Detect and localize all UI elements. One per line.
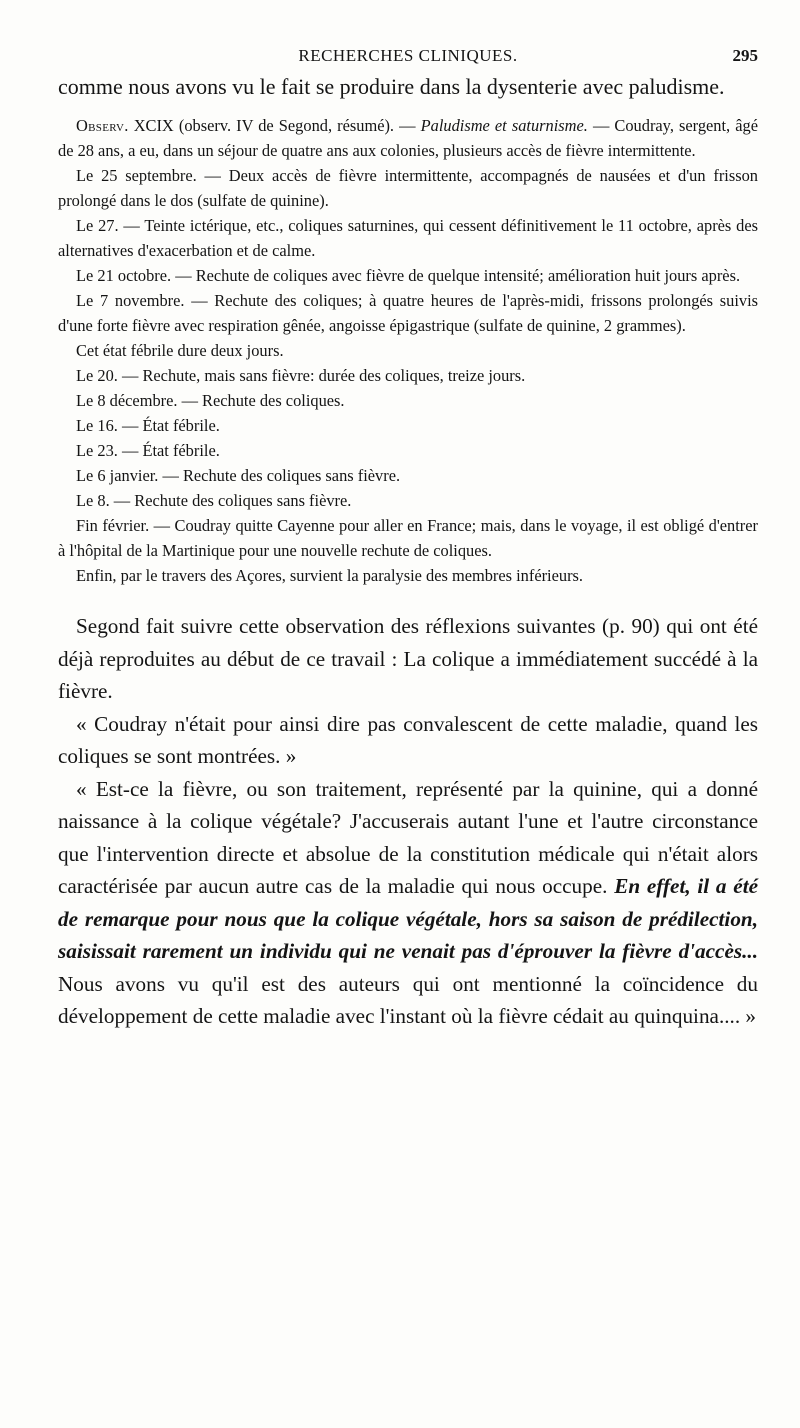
observation-body: — Coudray, sergent, âgé de 28 ans, a eu, dans un séjour de quatre ans aux colonies, plusieurs accès de fièvre intermittente. <box>58 116 758 160</box>
observation-entry: Le 16. — État fébrile. <box>76 416 220 435</box>
observation-entry: Le 25 septembre. — Deux accès de fièvre intermittente, accompagnés de nausées et d'un frisson prolongé dans le dos (sulfate de quinine). <box>58 166 758 210</box>
observation-entry: Le 21 octobre. — Rechute de coliques avec fièvre de quelque intensité; amélioration huit jours après. <box>76 266 741 285</box>
observation-entry: Enfin, par le travers des Açores, survient la paralysie des membres inférieurs. <box>76 566 584 585</box>
observation-entry: Le 7 novembre. — Rechute des coliques; à quatre heures de l'après-midi, frissons prolongés suivis d'une forte fièvre avec respiration gênée, angoisse épigastrique (sulfate de quinine, 2 grammes). <box>58 291 758 335</box>
observation-label: Observ. <box>76 116 129 135</box>
commentary-block <box>58 610 758 1033</box>
observation-entry: Le 23. — État fébrile. <box>76 441 220 460</box>
page-number: 295 <box>732 46 758 65</box>
observation-block <box>58 113 758 588</box>
commentary-italic: En effet, il a été de remarque pour nous que la colique végétale, hors sa saison de prédilection, saisissait rarement un individu qui ne venait pas d'éprouver la fièvre d'accès... <box>58 874 758 963</box>
commentary-text-end: Nous avons vu qu'il est des auteurs qui ont mentionné la coïncidence du développement de cette maladie avec l'instant où la fièvre cédait au quinquina.... » <box>58 971 758 1028</box>
observation-intro: XCIX (observ. IV de Segond, résumé). — <box>133 116 416 135</box>
observation-entry: Le 6 janvier. — Rechute des coliques sans fièvre. <box>76 466 401 485</box>
observation-entry: Le 20. — Rechute, mais sans fièvre: durée des coliques, treize jours. <box>76 366 526 385</box>
observation-entry: Cet état fébrile dure deux jours. <box>76 341 284 360</box>
observation-heading <box>58 113 758 163</box>
commentary-quote: « Coudray n'était pour ainsi dire pas convalescent de cette maladie, quand les coliques se sont montrées. » <box>58 711 758 768</box>
observation-entry: Le 8 décembre. — Rechute des coliques. <box>76 391 345 410</box>
commentary-text: « Est-ce la fièvre, ou son traitement, représenté par la quinine, qui a donné naissance à la colique végétale? J'accuserais autant l'une et l'autre circonstance que l'intervention directe et absolue de la constitution médicale qui n'était alors caractérisée par aucun autre cas de la maladie qui nous occupe. <box>58 776 758 898</box>
observation-entry: Le 27. — Teinte ictérique, etc., coliques saturnines, qui cessent définitivement le 11 octobre, après des alternatives d'exacerbation et de calme. <box>58 216 758 260</box>
observation-entry: Le 8. — Rechute des coliques sans fièvre. <box>76 491 352 510</box>
observation-title: Paludisme et saturnisme. <box>420 116 588 135</box>
commentary-paragraph: Segond fait suivre cette observation des réflexions suivantes (p. 90) qui ont été déjà reproduites au début de ce travail : La colique a immédiatement succédé à la fièvre. <box>58 614 758 703</box>
header-title: RECHERCHES CLINIQUES. <box>298 46 518 65</box>
observation-entry: Fin février. — Coudray quitte Cayenne pour aller en France; mais, dans le voyage, il est obligé d'entrer à l'hôpital de la Martinique pour une nouvelle rechute de coliques. <box>58 516 758 560</box>
commentary-quote-long <box>58 773 758 1033</box>
running-head <box>58 46 758 72</box>
lead-paragraph: comme nous avons vu le fait se produire dans la dysenterie avec paludisme. <box>58 74 725 99</box>
book-page <box>58 46 758 1033</box>
